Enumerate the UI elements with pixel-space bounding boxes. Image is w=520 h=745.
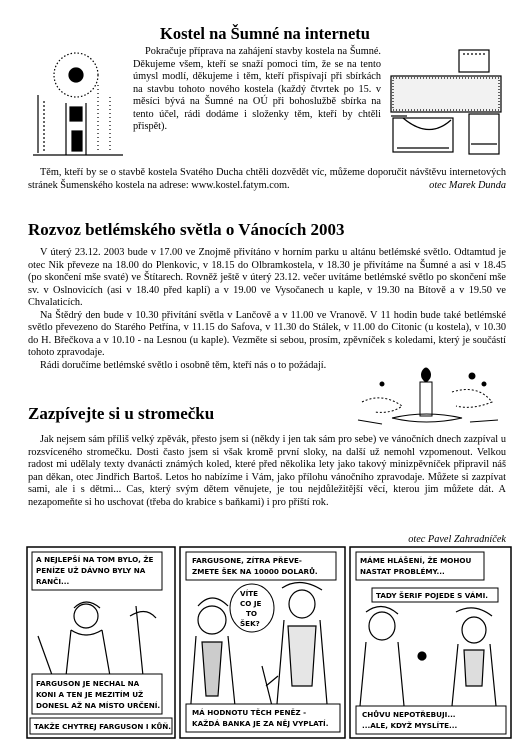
panel1-caption: TAKŽE CHYTREJ FARGUSON I KŮŇ. [34, 722, 172, 731]
panel2-top-line-2: ZMETE ŠEK NA 10000 DOLARŮ. [192, 567, 318, 576]
article1-signature: otec Marek Dunda [429, 179, 506, 191]
panel1-bottom-line-3: DONESL AŽ NA MÍSTO URČENÍ. [36, 701, 161, 710]
panel3-top-line-1: MÁME HLÁŠENÍ, ŽE MOHOU [360, 556, 472, 565]
panel1-bottom-line-1: FARGUSON JE NECHAL NA [36, 679, 140, 688]
panel1-top-line-3: RANČI... [36, 577, 70, 586]
panel2-mid-line-2: CO JE [240, 599, 262, 608]
article1-paragraph-2 [28, 167, 506, 192]
panel3-top-line-2: NASTAT PROBLÉMY... [360, 567, 445, 576]
panel3-bottom-line-2: ...ALE, KDYŽ MYSLÍTE... [362, 721, 458, 730]
panel3-bottom-line-1: CHŮVU NEPOTŘEBUJI... [362, 710, 456, 719]
panel1-top-line-2: PENÍZE UŽ DÁVNO BYLY NA [36, 566, 146, 575]
church-floorplan-right [389, 48, 505, 158]
church-sketch-left [28, 45, 128, 157]
comic-panel-2 [180, 547, 345, 738]
article2-paragraph-2: Na Štědrý den bude v 10.30 přivítání světla v Lančově a v 11.00 ve Vranově. V 11 hodin bude také betlémské světlo převezeno do Starého Petřína, v 11.15 do Safova, v 11.30 do Stálek, v 11.00 do Citonic (u kostela), v 10.30 do H. Břečkova a v 10.10 - na Lesnou (u kaple). Vezměte si sebou, prosím, zpěvníček s koledami, který je součástí tohoto zpravodaje. [28, 309, 506, 358]
article1-intro [133, 46, 381, 134]
panel2-mid-line-4: ŠEK? [240, 619, 260, 628]
article2-title: Rozvoz betlémského světla o Vánocích 2003 [28, 220, 345, 239]
panel2-top-line-1: FARGUSONE, ZÍTRA PŘEVE- [192, 556, 302, 565]
article2-paragraph-3: Rádi doručíme betlémské světlo i osobně těm, kteří nás o to požádají. [40, 359, 327, 371]
panel3-mid: TADY ŠERIF POJEDE S VÁMI. [376, 591, 488, 600]
article1-title: Kostel na Šumné na internetu [160, 24, 370, 43]
panel2-bottom-line-2: KAŽDÁ BANKA JE ZA NĚJ VYPLATÍ. [192, 719, 329, 728]
article1-paragraph-1: Pokračuje příprava na zahájení stavby kostela na Šumné. Děkujeme všem, kteří se snaží pomoci tím, že se na tento úmysl modlí, děkujeme i těm, kteří přispívají při sbírkách na stavbu tohoto nového kostela (každý čtvrtek po 15. v měsíci bývá na Šumné na OÚ při bohoslužbě sbírka na tento účel, rádi dodáme i složenky těm, kteří by chtěli přispět). [133, 46, 381, 132]
article3-paragraph-1: Jak nejsem sám příliš velký zpěvák, přesto jsem si (někdy i jen tak sám pro sebe) ve vánočních dnech zazpíval u rozsvíceného stromečku. Dosti často jsem si však kromě první sloky, na další už nemohl vzpomenout. Velkou radost mi udělaly texty dvanácti známých koled, které před několika lety jako takový minizpěvníček připravil náš pan děkan, otec Jindřich Bartoš. Letos ho nabízíme i Vám, jako přílohu vánočního zpravodaje. Můžete si zazpívat sami, ale i s dětmi... Cas, který svým dětem věnujete, je tou nejdůležitější věcí, kterou jim můžete dát. A nezapomeňte si ho uschovat (třeba do krabice s baňkami) i pro příští rok. [28, 434, 506, 508]
article2-paragraph-1: V úterý 23.12. 2003 bude v 17.00 ve Znojmě přivítáno v horním parku u altánu betlémské světlo. Odtamtud je otec Nik převeze na 18.00 do Plenkovic, v 18.15 do Olbramkostela, v 18.30 je přivítáme na Šumné a asi v 18.45 (po skončení mše svaté) ve Štítarech. Rovněž ještě v úterý 23.12. večer uvítáme betlémské světlo po skončení mše sv. v Oslnovicích (asi v 18.40 před kaplí) a v 19.00 ve Vysočanech u kaple, v 19.30 na Bítově a v 19.50 ve Chvalaticích. [28, 247, 506, 308]
article2-body [28, 247, 506, 372]
panel2-mid-line-3: TO [246, 609, 258, 618]
comic-panel-1 [27, 547, 175, 738]
article1-paragraph-2-text: Těm, kteří by se o stavbě kostela Svatého Ducha chtěli dozvědět víc, můžeme doporučit návštěvu internetových stránek Šumenského kostela na adrese: www.kostel.fatym.com. [28, 167, 506, 191]
article3-body [28, 434, 506, 509]
bethlehem-candle-sketch [352, 362, 502, 432]
article3-signature: otec Pavel Zahradníček [408, 534, 506, 545]
panel1-bottom-line-2: KONI A TEN JE MEZITÍM UŽ [36, 690, 144, 699]
panel2-mid-line-1: VÍTE [240, 589, 259, 598]
panel2-bottom-line-1: MÁ HODNOTU TĚCH PENĚZ - [192, 708, 307, 717]
article1-body [28, 167, 506, 192]
article3-title: Zazpívejte si u stromečku [28, 404, 215, 423]
comic-strip [26, 546, 512, 739]
comic-panel-3 [350, 547, 511, 738]
panel1-top-line-1: A NEJLEPŠÍ NA TOM BYLO, ŽE [36, 555, 154, 564]
